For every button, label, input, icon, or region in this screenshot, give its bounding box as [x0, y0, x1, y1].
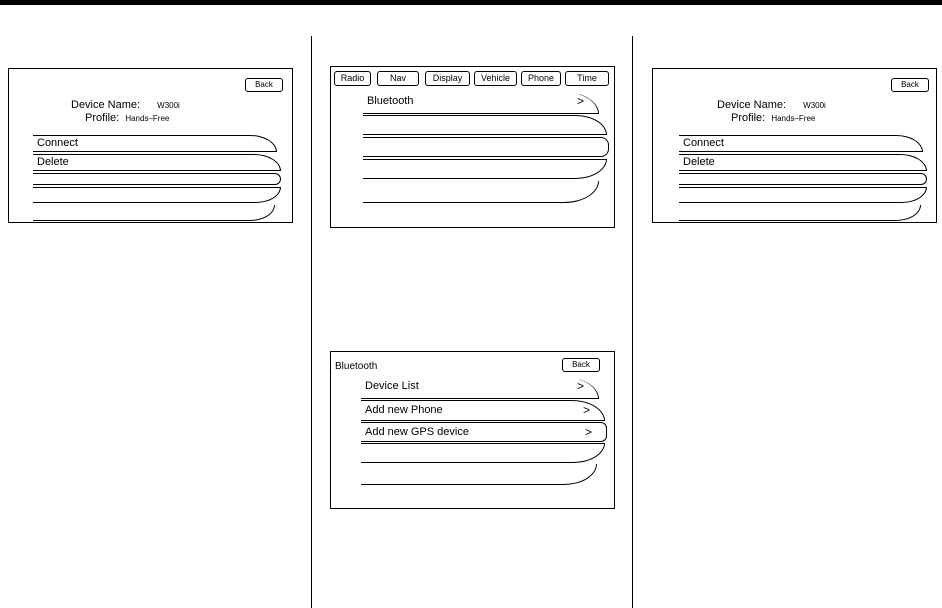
screen-title: Bluetooth — [335, 361, 378, 372]
column-divider-left — [311, 36, 312, 608]
tab-radio[interactable]: Radio — [334, 71, 371, 86]
profile-value: Hands–Free — [771, 114, 816, 123]
device-detail-screen-right — [652, 68, 937, 223]
tab-vehicle[interactable]: Vehicle — [474, 71, 517, 86]
back-button[interactable]: Back — [245, 78, 283, 92]
top-rule — [0, 0, 942, 5]
delete-row[interactable] — [33, 154, 281, 171]
delete-label: Delete — [683, 156, 715, 168]
tab-time[interactable]: Time — [565, 71, 609, 86]
device-list-row[interactable] — [361, 377, 599, 399]
bluetooth-row[interactable] — [363, 92, 599, 114]
device-list-label: Device List — [365, 380, 419, 392]
list-item[interactable] — [679, 205, 921, 221]
bluetooth-menu-screen — [330, 351, 615, 509]
chevron-right-icon: > — [584, 425, 592, 439]
list-item[interactable] — [361, 464, 597, 485]
list-item[interactable] — [33, 205, 275, 221]
back-button[interactable]: Back — [891, 78, 929, 92]
list-item[interactable] — [363, 181, 599, 203]
list-item[interactable] — [33, 173, 281, 185]
device-name-label: Device Name: — [717, 99, 787, 111]
device-name-label: Device Name: — [71, 99, 141, 111]
list-item[interactable] — [679, 173, 927, 185]
profile-label: Profile: — [731, 112, 766, 124]
back-button[interactable]: Back — [562, 358, 600, 372]
connect-row[interactable] — [679, 135, 923, 152]
list-item[interactable] — [361, 443, 605, 463]
list-item[interactable] — [363, 137, 609, 157]
chevron-right-icon: > — [576, 94, 584, 108]
delete-label: Delete — [37, 156, 69, 168]
delete-row[interactable] — [679, 154, 927, 171]
device-name-value: W300i — [803, 101, 826, 110]
profile-line — [731, 112, 815, 124]
list-item[interactable] — [363, 159, 607, 179]
add-new-gps-device-row[interactable] — [361, 422, 607, 442]
device-name-line — [717, 99, 826, 111]
add-new-phone-label: Add new Phone — [365, 404, 443, 416]
chevron-right-icon: > — [576, 379, 584, 393]
add-new-gps-device-label: Add new GPS device — [365, 426, 469, 438]
home-settings-screen — [330, 66, 615, 228]
connect-row[interactable] — [33, 135, 277, 152]
bluetooth-label: Bluetooth — [367, 95, 414, 107]
connect-label: Connect — [683, 137, 724, 149]
tab-display[interactable]: Display — [425, 71, 470, 86]
chevron-right-icon: > — [582, 403, 590, 417]
tab-nav[interactable]: Nav — [377, 71, 419, 86]
add-new-phone-row[interactable] — [361, 400, 605, 421]
list-item[interactable] — [363, 115, 607, 135]
profile-label: Profile: — [85, 112, 120, 124]
tab-phone[interactable]: Phone — [521, 71, 561, 86]
device-name-value: W300i — [157, 101, 180, 110]
device-detail-screen-left — [8, 68, 293, 223]
list-item[interactable] — [679, 187, 927, 203]
profile-value: Hands–Free — [125, 114, 170, 123]
device-name-line — [71, 99, 180, 111]
list-item[interactable] — [33, 187, 281, 203]
column-divider-right — [632, 36, 633, 608]
connect-label: Connect — [37, 137, 78, 149]
profile-line — [85, 112, 169, 124]
